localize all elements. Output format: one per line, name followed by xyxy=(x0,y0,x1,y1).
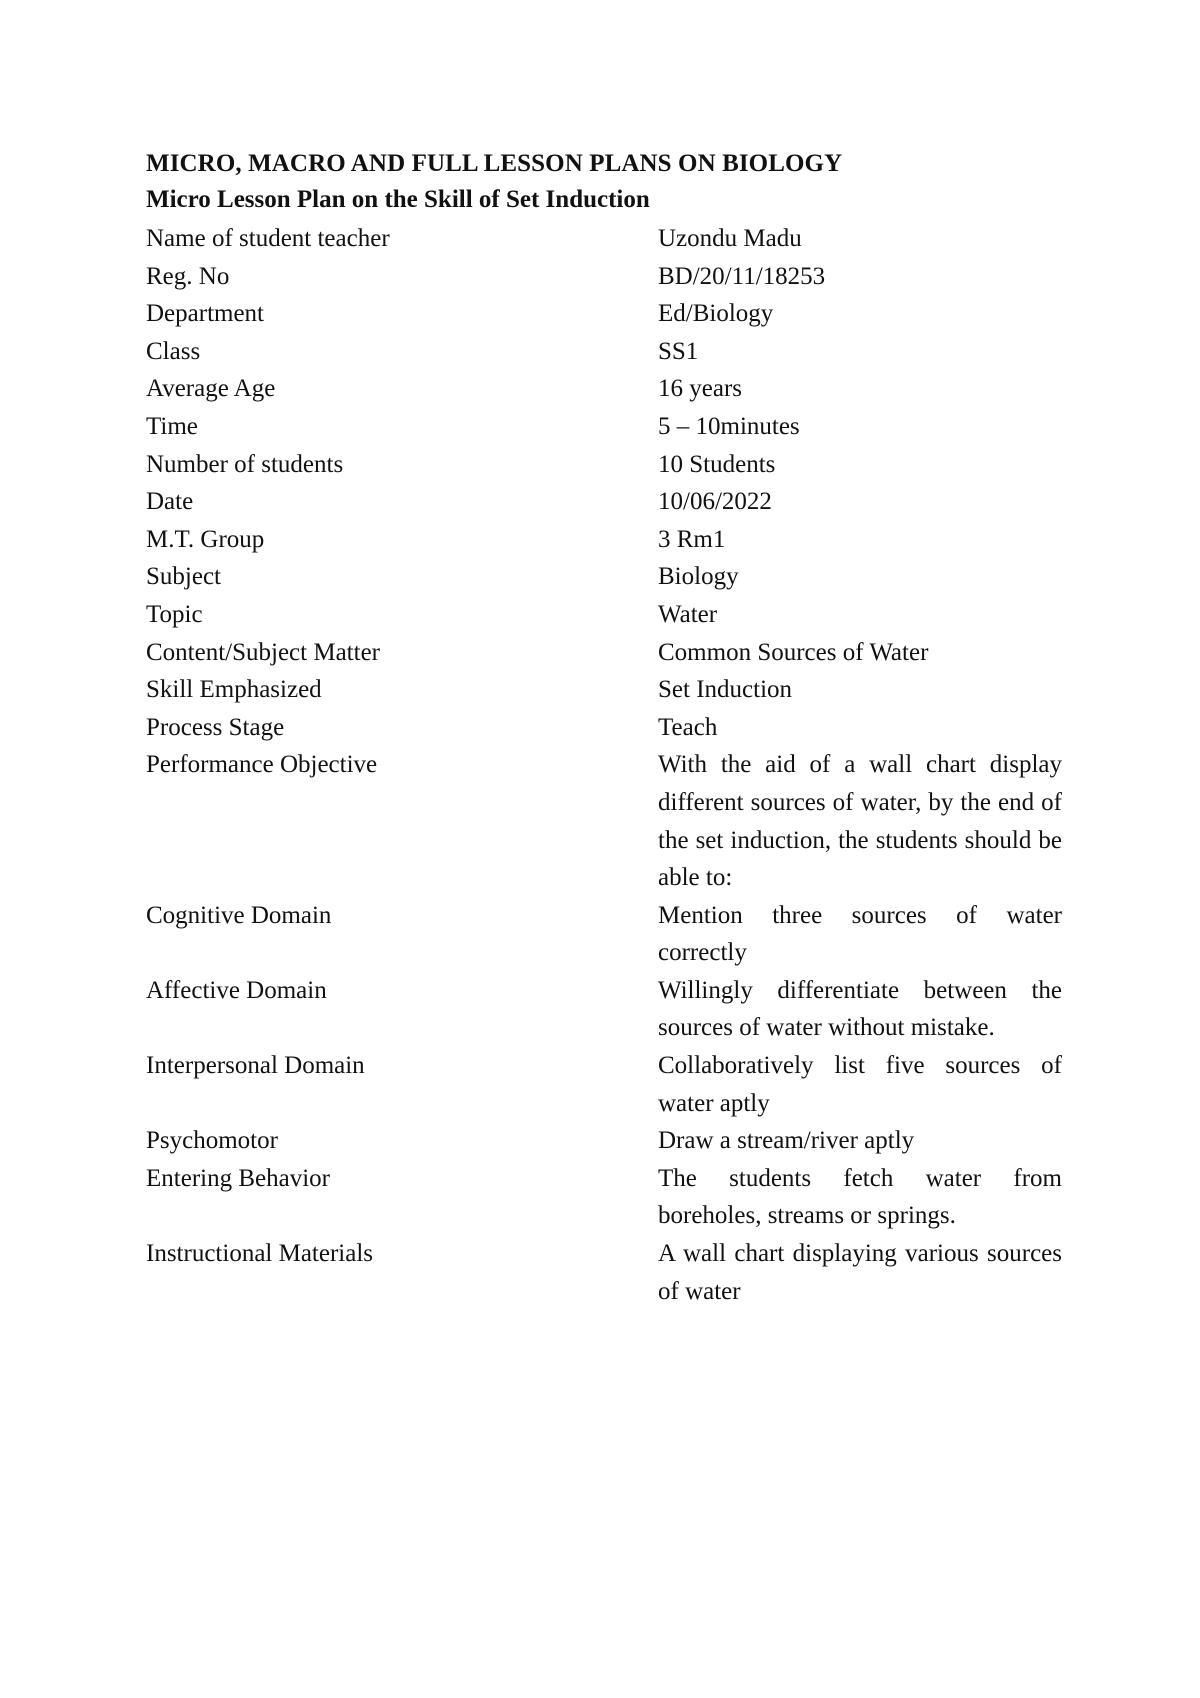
row-label: Entering Behavior xyxy=(146,1164,330,1192)
row-value: Set Induction xyxy=(658,676,793,704)
table-row xyxy=(146,634,1062,672)
row-label: Class xyxy=(146,337,201,365)
table-row xyxy=(146,258,1062,296)
row-value: Mention three sources of water correctly xyxy=(658,901,1062,967)
row-label: Cognitive Domain xyxy=(146,901,332,929)
row-label: Process Stage xyxy=(146,713,285,741)
row-label: Performance Objective xyxy=(146,751,378,779)
table-row xyxy=(146,295,1062,333)
table-row xyxy=(146,370,1062,408)
table-row xyxy=(146,1235,1062,1310)
row-value: BD/20/11/18253 xyxy=(658,262,826,290)
table-row xyxy=(146,897,1062,972)
table-row xyxy=(146,220,1062,258)
row-value: Uzondu Madu xyxy=(658,225,802,252)
document-title: MICRO, MACRO AND FULL LESSON PLANS ON BIOLOGY xyxy=(146,150,843,177)
row-value: SS1 xyxy=(658,337,699,365)
row-label: Affective Domain xyxy=(146,976,327,1004)
row-label: Psychomotor xyxy=(146,1127,278,1155)
table-row xyxy=(146,1047,1062,1122)
table-row xyxy=(146,746,1062,896)
row-label: Number of students xyxy=(146,450,344,478)
document-subtitle: Micro Lesson Plan on the Skill of Set Induction xyxy=(146,186,650,213)
row-value: 10/06/2022 xyxy=(658,488,772,516)
table-row xyxy=(146,483,1062,521)
row-value: 5 – 10minutes xyxy=(658,412,800,440)
row-label: Skill Emphasized xyxy=(146,676,322,704)
row-value: Teach xyxy=(658,713,718,741)
lesson-plan-table xyxy=(146,220,1062,1310)
row-label: Instructional Materials xyxy=(146,1240,374,1268)
row-label: Reg. No xyxy=(146,262,230,290)
row-value: Water xyxy=(658,600,718,628)
row-label: Content/Subject Matter xyxy=(146,638,380,666)
row-label: Department xyxy=(146,300,265,328)
table-row xyxy=(146,671,1062,709)
row-label: Average Age xyxy=(146,375,276,403)
table-row xyxy=(146,408,1062,446)
row-value: Common Sources of Water xyxy=(658,638,929,666)
table-row xyxy=(146,596,1062,634)
row-value: Draw a stream/river aptly xyxy=(658,1127,915,1155)
row-value: Ed/Biology xyxy=(658,300,774,328)
row-label: Name of student teacher xyxy=(146,225,390,252)
row-value: The students fetch water from boreholes, streams or springs. xyxy=(658,1164,1062,1230)
row-value: Collaboratively list five sources of water aptly xyxy=(658,1052,1062,1117)
table-row xyxy=(146,521,1062,559)
row-value: A wall chart displaying various sources of water xyxy=(658,1240,1062,1305)
table-row xyxy=(146,446,1062,484)
row-value: 10 Students xyxy=(658,450,776,478)
row-label: Date xyxy=(146,488,194,516)
table-row xyxy=(146,333,1062,371)
row-value: Willingly differentiate between the sources of water without mistake. xyxy=(658,976,1062,1042)
row-value: 3 Rm1 xyxy=(658,525,726,553)
row-label: Subject xyxy=(146,563,221,591)
table-row xyxy=(146,1122,1062,1160)
table-row xyxy=(146,1160,1062,1235)
table-row xyxy=(146,972,1062,1047)
table-row xyxy=(146,709,1062,747)
row-value: With the aid of a wall chart display different sources of water, by the end of the set induction, the students should be able to: xyxy=(658,751,1062,892)
row-label: Interpersonal Domain xyxy=(146,1052,365,1080)
document-page xyxy=(146,146,1062,1310)
row-label: Time xyxy=(146,412,198,440)
row-value: 16 years xyxy=(658,375,742,403)
row-label: M.T. Group xyxy=(146,525,265,553)
row-value: Biology xyxy=(658,563,739,591)
table-row xyxy=(146,558,1062,596)
row-label: Topic xyxy=(146,600,203,628)
